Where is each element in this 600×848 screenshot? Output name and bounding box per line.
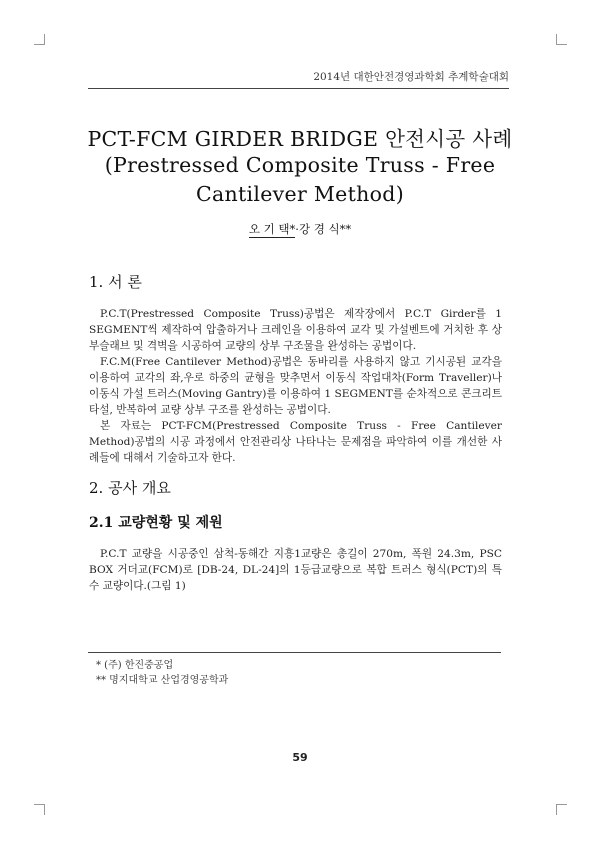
author-primary: 오 기 택* bbox=[248, 222, 296, 236]
author-secondary: 강 경 식** bbox=[298, 222, 352, 236]
title-line-3: Cantilever Method) bbox=[195, 182, 405, 206]
paragraph: F.C.M(Free Cantilever Method)공법은 동바리를 사용하지 않고 기시공된 교각을 이용하여 교각의 좌,우로 하중의 균형을 맞추면서 이동식 작업대차(Form Traveller)나 이동식 가설 트러스(Moving Gantry)를 이용하여 1 SEGMENT를 순차적으로 콘크리트 타설, 반복하여 교량 상부 구조를 완성하는 공법이다. bbox=[89, 356, 502, 416]
crop-mark-bottom-left bbox=[34, 804, 45, 815]
section-2-1-heading: 2.1 교량현황 및 제원 bbox=[89, 515, 223, 531]
section-1-heading: 1. 서 론 bbox=[89, 273, 142, 291]
title-line-2: (Prestressed Composite Truss - Free bbox=[104, 153, 496, 177]
title-line-1: PCT-FCM GIRDER BRIDGE 안전시공 사례 bbox=[87, 127, 513, 151]
section-2-heading: 2. 공사 개요 bbox=[89, 479, 171, 497]
section-2-1-body bbox=[89, 546, 502, 594]
footnote-rule bbox=[88, 652, 501, 653]
crop-mark-top-right bbox=[556, 34, 567, 45]
crop-mark-bottom-right bbox=[556, 804, 567, 815]
running-header: 2014년 대한안전경영과학회 추계학술대회 bbox=[313, 71, 509, 83]
author-line bbox=[0, 221, 600, 237]
crop-mark-top-left bbox=[34, 34, 45, 45]
paragraph: P.C.T(Prestressed Composite Truss)공법은 제작장에서 P.C.T Girder를 1 SEGMENT씩 제작하여 압출하거나 크레인을 이용하여 교각 및 가설벤트에 거치한 후 상부슬래브 및 격벽을 시공하여 교량의 상부 구조물을 완성하는 공법이다. bbox=[89, 308, 502, 352]
footnote-2: ** 명지대학교 산업경영공학과 bbox=[96, 675, 229, 686]
paragraph: 본 자료는 PCT-FCM(Prestressed Composite Truss - Free Cantilever Method)공법의 시공 과정에서 안전관리상 나타나는 문제점을 파악하여 이를 개선한 사례들에 대해서 기술하고자 한다. bbox=[89, 420, 502, 464]
author-separator: · bbox=[295, 222, 299, 236]
paragraph: P.C.T 교량을 시공중인 삼척-동해간 지흥1교량은 총길이 270m, 폭원 24.3m, PSC BOX 거더교(FCM)로 [DB-24, DL-24]의 1등급교량으로 복합 트러스 형식(PCT)의 특수 교량이다.(그림 1) bbox=[89, 548, 502, 592]
section-1-body bbox=[89, 306, 502, 466]
header-rule bbox=[88, 88, 509, 89]
footnote-1: * (주) 한진중공업 bbox=[96, 660, 174, 671]
page-number: 59 bbox=[292, 751, 308, 764]
